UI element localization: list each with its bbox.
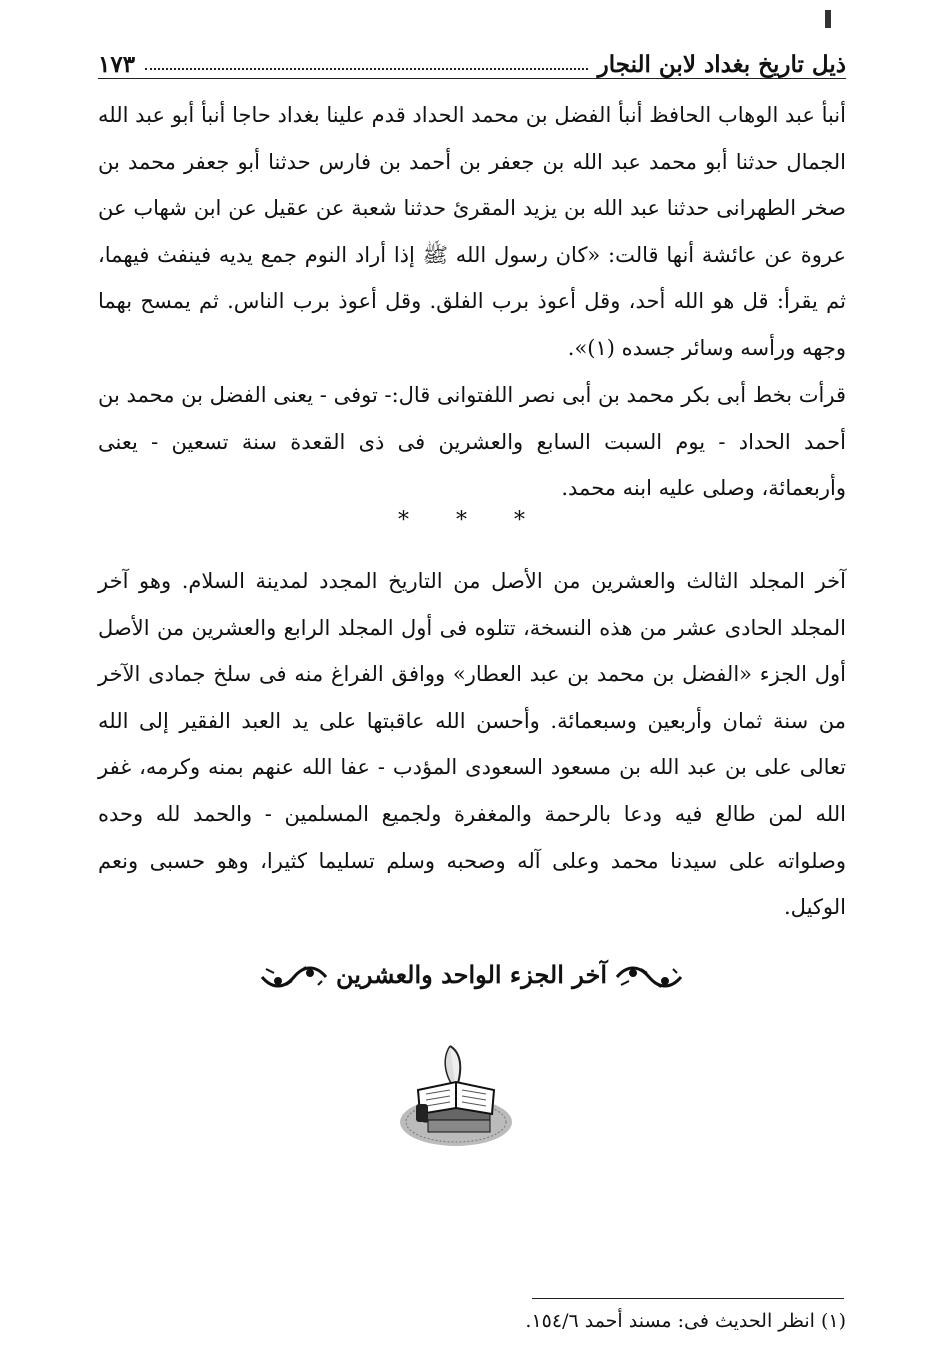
closing-title-text: آخر الجزء الواحد والعشرين bbox=[335, 960, 608, 989]
running-header bbox=[98, 42, 846, 79]
header-dot-leader bbox=[145, 68, 588, 70]
page-number: ١٧٣ bbox=[98, 51, 136, 78]
paragraph-hadith bbox=[98, 92, 846, 372]
ornament-right-icon bbox=[615, 963, 683, 991]
footnote: (١) انظر الحديث فى: مسند أحمد ١٥٤/٦. bbox=[525, 1310, 846, 1332]
paragraph-text: قرأت بخط أبى بكر محمد بن أبى نصر اللفتوانى قال:- توفى - يعنى الفضل بن محمد بن أحمد الحداد - يوم السبت السابع والعشرين فى ذى القعدة سنة تسعين - يعنى وأربعمائة، وصلى عليه ابنه محمد. bbox=[98, 383, 846, 501]
section-separator: * * * bbox=[398, 508, 545, 533]
closing-title bbox=[0, 960, 943, 991]
paragraph-text: أنبأ عبد الوهاب الحافظ أنبأ الفضل بن محمد الحداد قدم علينا بغداد حاجا أنبأ أبو عبد الله الجمال حدثنا أبو محمد عبد الله بن جعفر بن أحمد بن فارس حدثنا أبو جعفر محمد بن صخر الطهرانى حدثنا عبد الله بن يزيد المقرئ حدثنا شعبة عن عقيل عن ابن شهاب عن عروة عن عائشة أنها قالت: «كان رسول الله ﷺ إذا أراد النوم جمع يديه فينفث فيهما، ثم يقرأ: قل هو الله أحد، وقل أعوذ برب الفلق. وقل أعوذ برب الناس. ثم يمسح بهما وجهه ورأسه وسائر جسده (١)». bbox=[98, 103, 846, 360]
footnote-divider bbox=[532, 1298, 844, 1299]
open-book-quill-icon bbox=[394, 1042, 518, 1152]
running-title: ذيل تاريخ بغداد لابن النجار bbox=[597, 51, 846, 78]
paragraph-death-note bbox=[98, 372, 846, 512]
ornament-left-icon bbox=[260, 963, 328, 991]
paragraph-colophon bbox=[98, 558, 846, 931]
scan-mark bbox=[825, 10, 831, 28]
paragraph-text: آخر المجلد الثالث والعشرين من الأصل من التاريخ المجدد لمدينة السلام. وهو آخر المجلد الحادى عشر من هذه النسخة، تتلوه فى أول المجلد الرابع والعشرين من الأصل أول الجزء «الفضل بن محمد بن عبد العطار» ووافق الفراغ منه فى سلخ جمادى الآخر من سنة ثمان وأربعين وسبعمائة. وأحسن الله عاقبتها على يد العبد الفقير إلى الله تعالى على بن عبد الله بن مسعود السعودى المؤدب - عفا الله عنهم بمنه وكرمه، غفر الله لمن طالع فيه ودعا بالرحمة والمغفرة ولجميع المسلمين - والحمد لله وحده وصلواته على سيدنا محمد وعلى آله وصحبه وسلم تسليما كثيرا، وهو حسبى ونعم الوكيل. bbox=[98, 569, 846, 920]
